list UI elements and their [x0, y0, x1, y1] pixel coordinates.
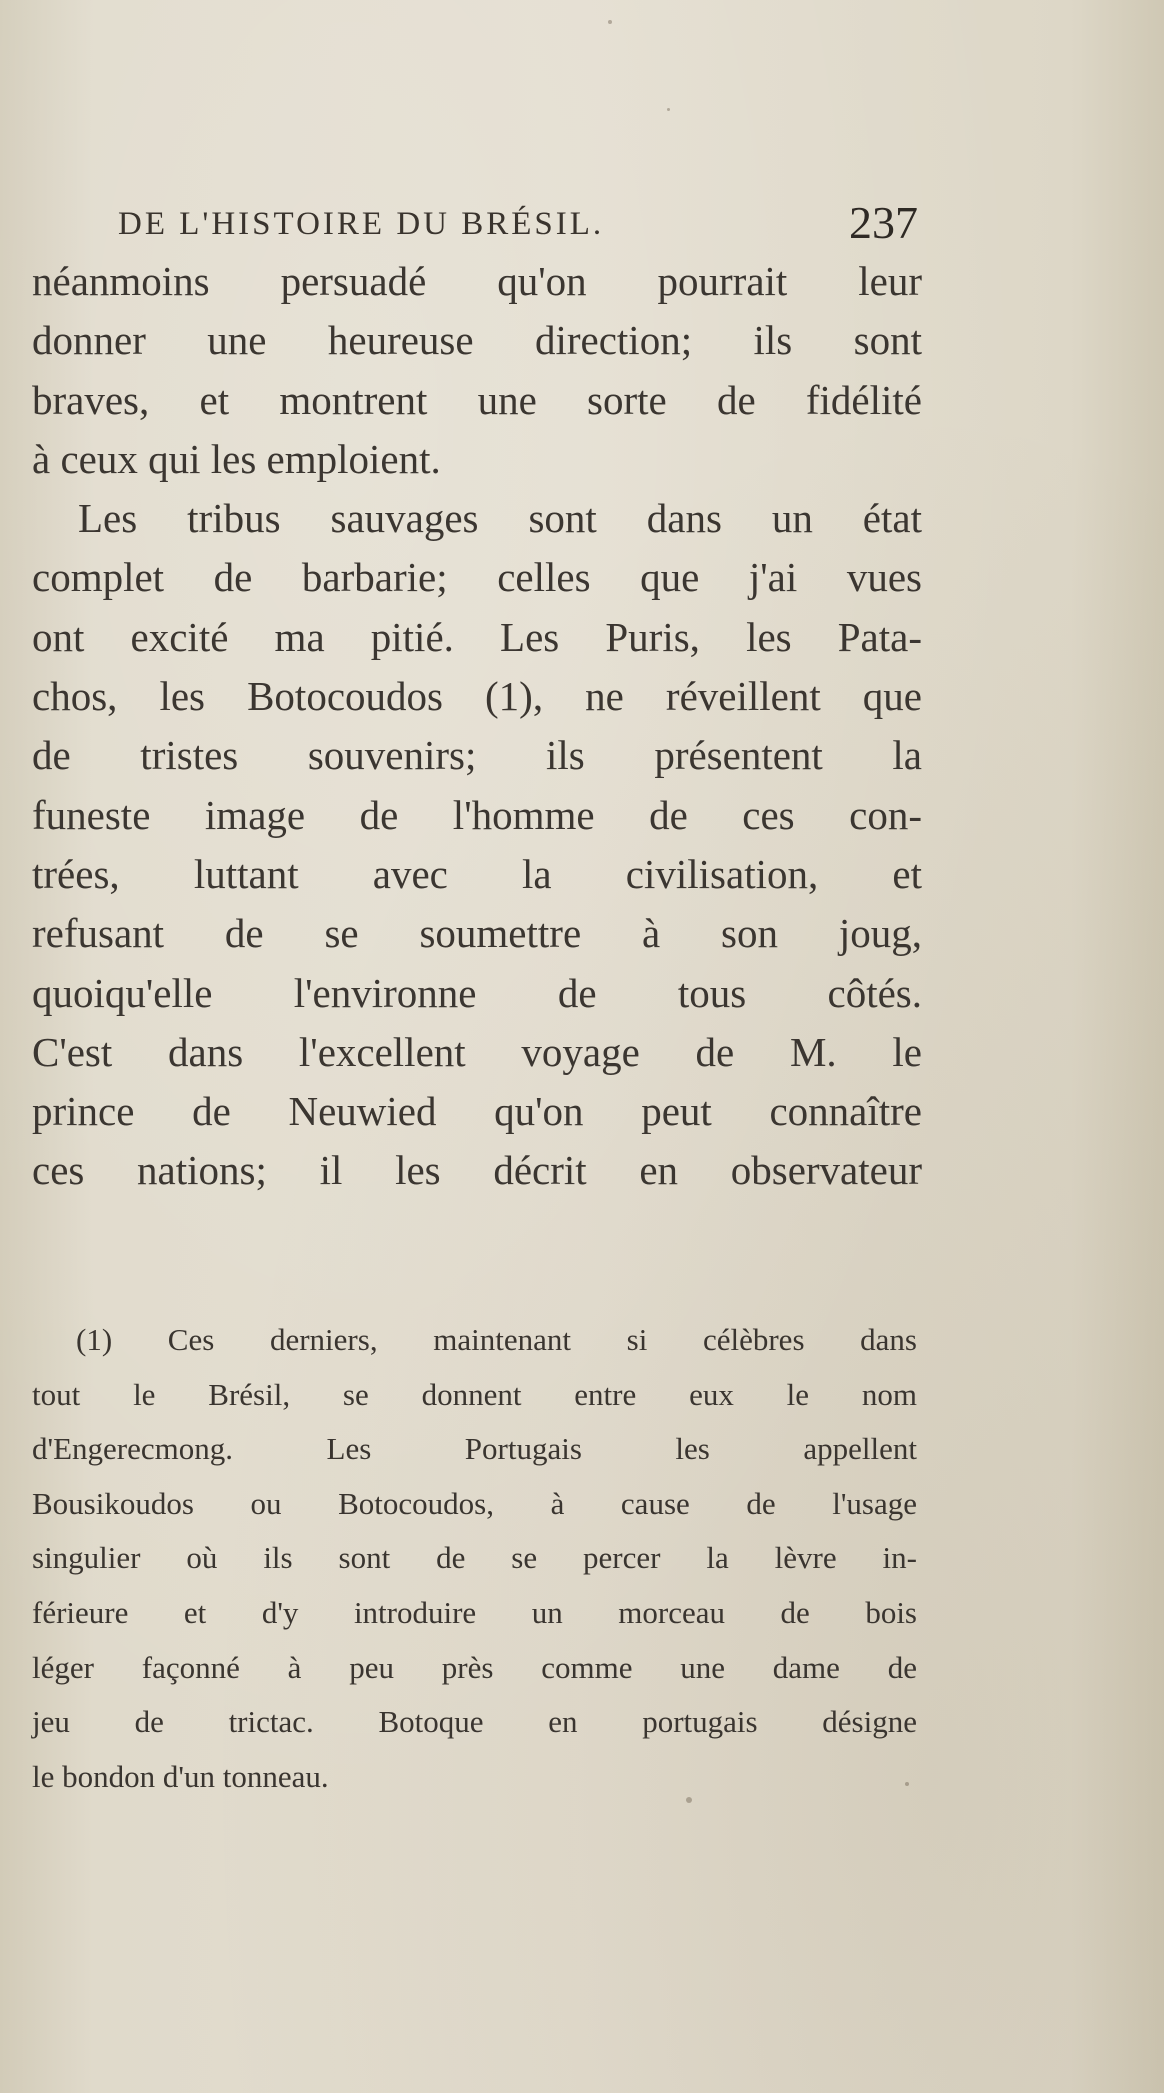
body-line: braves, et montrent une sorte de fidélité — [32, 376, 922, 423]
page-number: 237 — [849, 197, 918, 248]
page-header — [118, 196, 918, 256]
footnote-line: (1) Ces derniers, maintenant si célèbres dans — [76, 1322, 917, 1357]
footnote-line: le bondon d'un tonneau. — [32, 1758, 329, 1794]
body-line: trées, luttant avec la civilisation, et — [32, 850, 922, 897]
paper-speck — [667, 108, 670, 111]
body-line: Les tribus sauvages sont dans un état — [78, 495, 922, 542]
body-line: C'est dans l'excellent voyage de M. le — [32, 1028, 922, 1075]
footnote — [32, 1313, 917, 1804]
body-line: à ceux qui les emploient. — [32, 435, 441, 482]
body-line: complet de barbarie; celles que j'ai vues — [32, 554, 922, 601]
body-line: donner une heureuse direction; ils sont — [32, 317, 922, 364]
paper-speck — [905, 1782, 909, 1786]
running-title: DE L'HISTOIRE DU BRÉSIL. — [118, 206, 605, 242]
body-text — [32, 252, 922, 1201]
footnote-line: tout le Brésil, se donnent entre eux le nom — [32, 1376, 917, 1412]
body-line: de tristes souvenirs; ils présentent la — [32, 732, 922, 779]
footnote-line: Bousikoudos ou Botocoudos, à cause de l'usage — [32, 1485, 917, 1521]
body-line: funeste image de l'homme de ces con- — [32, 791, 922, 838]
body-line: prince de Neuwied qu'on peut connaître — [32, 1088, 922, 1135]
footnote-line: jeu de trictac. Botoque en portugais désigne — [32, 1704, 917, 1740]
paper-speck — [686, 1797, 692, 1803]
footnote-line: férieure et d'y introduire un morceau de bois — [32, 1594, 917, 1630]
body-line: ont excité ma pitié. Les Puris, les Pata- — [32, 613, 922, 660]
paper-speck — [608, 20, 612, 24]
body-line: refusant de se soumettre à son joug, — [32, 910, 922, 957]
body-line: quoiqu'elle l'environne de tous côtés. — [32, 969, 922, 1016]
body-line: ces nations; il les décrit en observateur — [32, 1147, 922, 1194]
body-line: néanmoins persuadé qu'on pourrait leur — [32, 258, 922, 304]
footnote-line: léger façonné à peu près comme une dame de — [32, 1649, 917, 1685]
footnote-line: d'Engerecmong. Les Portugais les appellent — [32, 1431, 917, 1467]
body-line: chos, les Botocoudos (1), ne réveillent que — [32, 673, 922, 720]
footnote-line: singulier où ils sont de se percer la lèvre in- — [32, 1540, 917, 1576]
